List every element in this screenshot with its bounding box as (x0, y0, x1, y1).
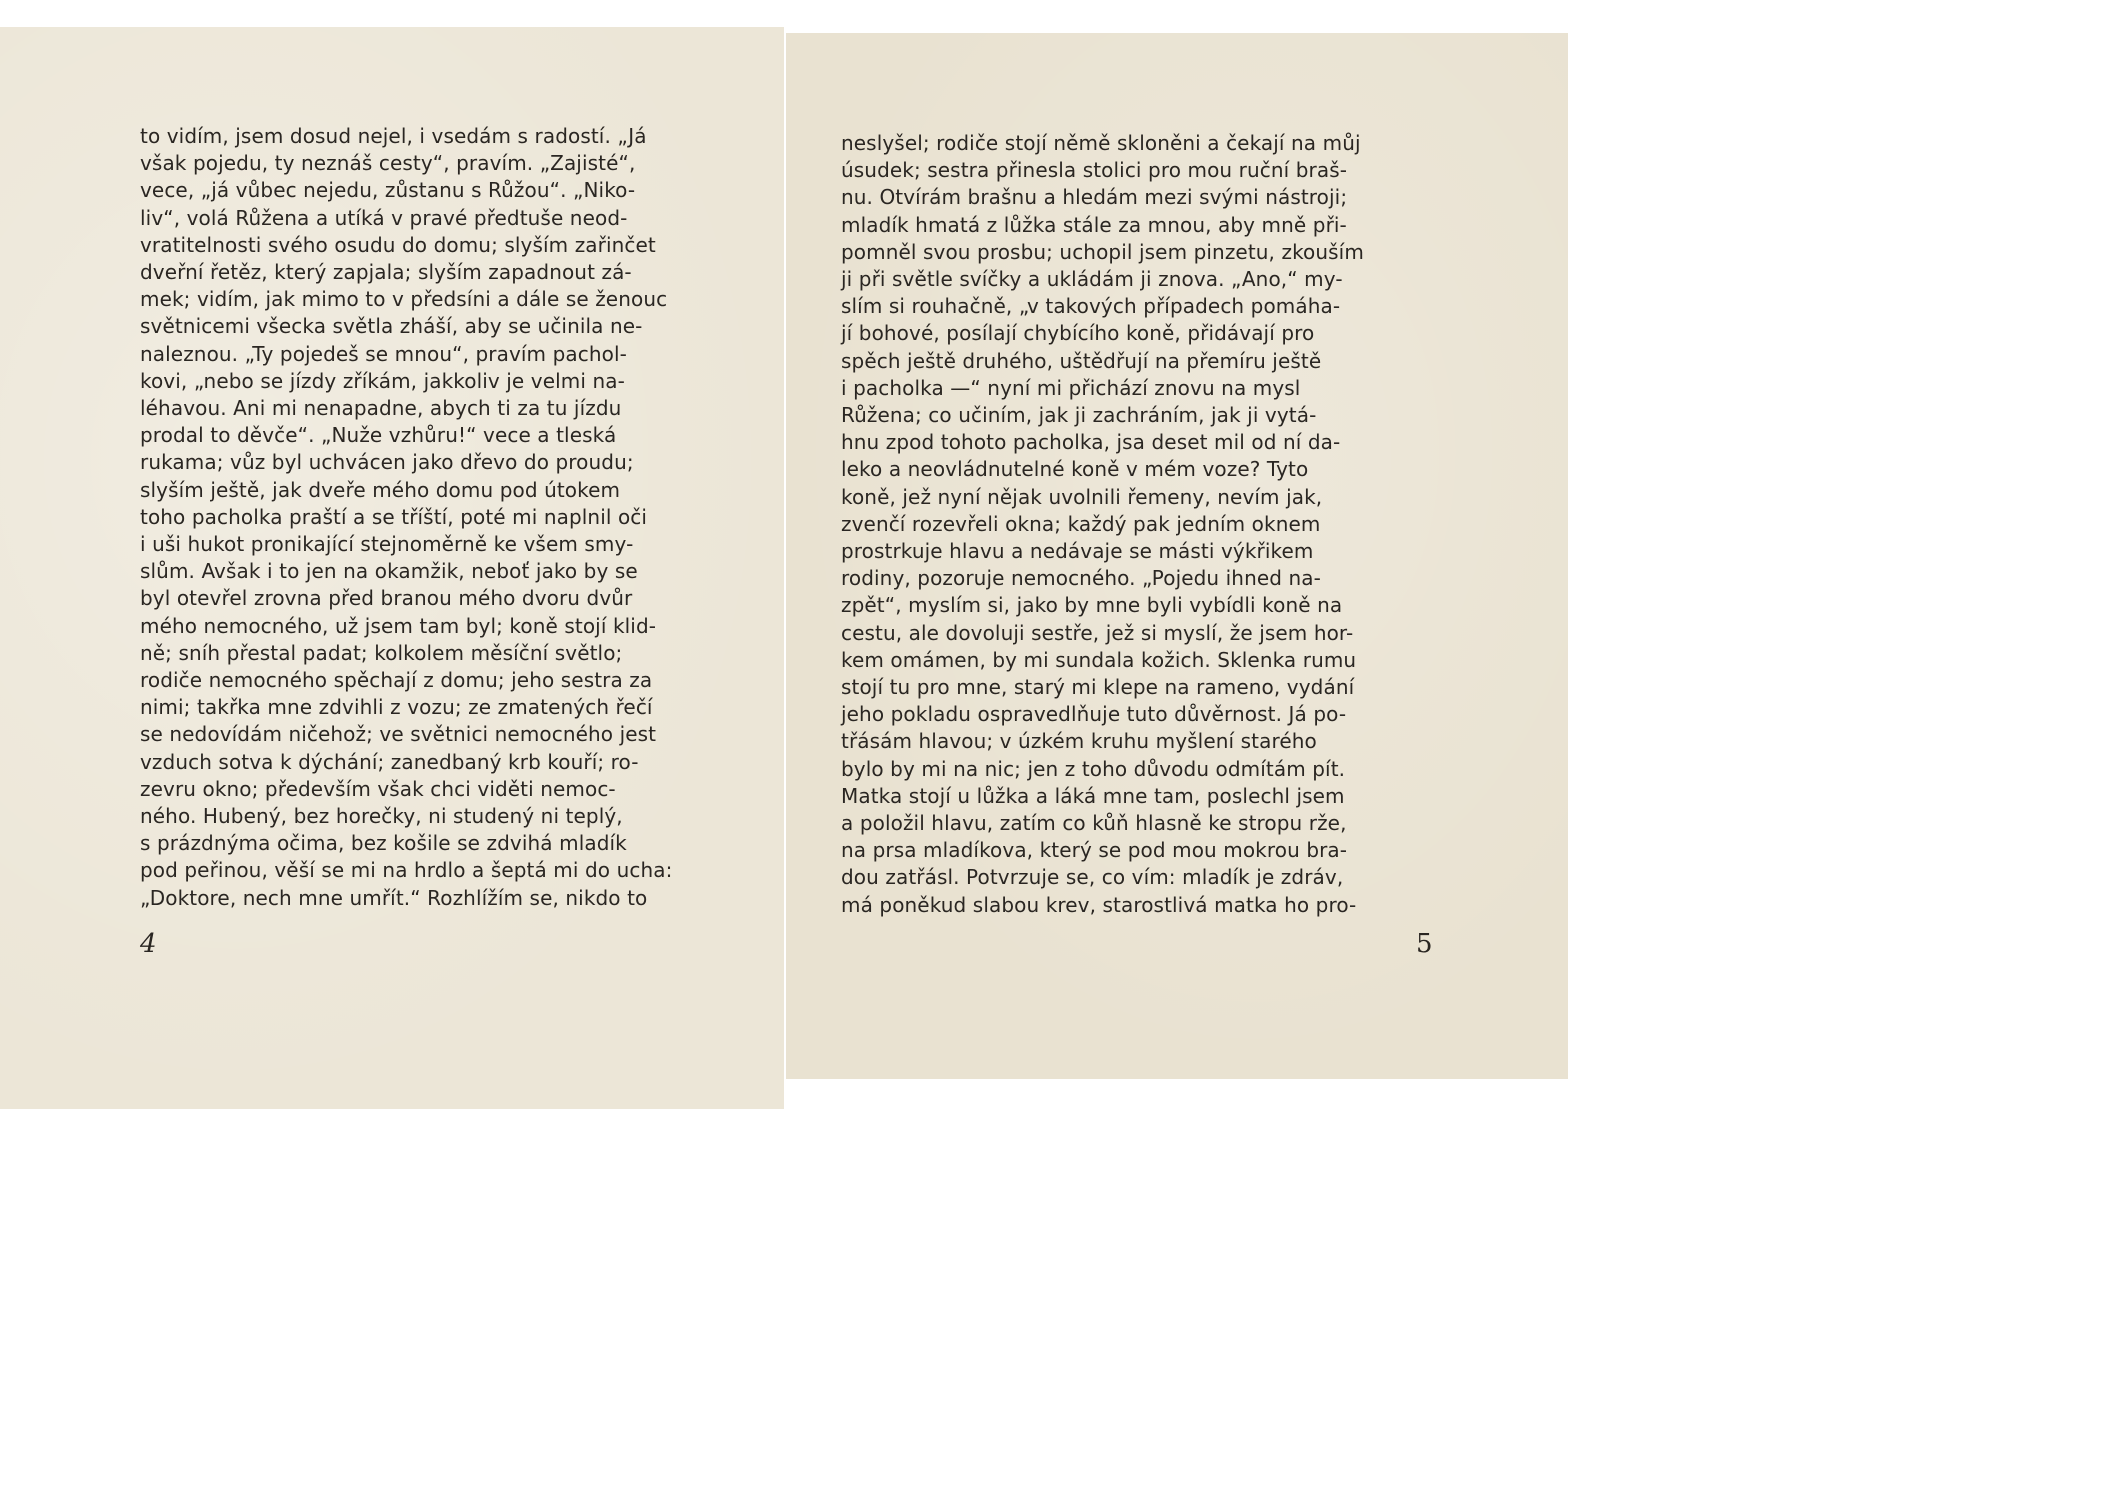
text-line: slyším ještě, jak dveře mého domu pod útokem (140, 477, 621, 502)
text-line: s prázdnýma očima, bez košile se zdvihá mladík (140, 831, 627, 856)
text-line: slím si rouhačně, „v takových případech pomáha- (841, 294, 1341, 319)
text-line: a položil hlavu, zatím co kůň hlasně ke stropu rže, (841, 811, 1347, 836)
text-line: zevru okno; především však chci viděti nemoc- (140, 776, 616, 801)
text-line: i pacholka —“ nyní mi přichází znovu na mysl (841, 375, 1301, 400)
text-line: prodal to děvče“. „Nuže vzhůru!“ vece a tleská (140, 423, 617, 448)
text-line: kovi, „nebo se jízdy zříkám, jakkoliv je velmi na- (140, 368, 625, 393)
page-number: 5 (1416, 929, 1433, 959)
text-line: Růžena; co učiním, jak ji zachráním, jak ji vytá- (841, 403, 1317, 428)
text-line: zpět“, myslím si, jako by mne byli vybídli koně na (841, 593, 1343, 618)
text-line: nimi; takřka mne zdvihli z vozu; ze zmatených řečí (140, 695, 653, 720)
text-line: třásám hlavou; v úzkém kruhu myšlení starého (841, 729, 1317, 754)
text-line: byl otevřel zrovna před branou mého dvoru dvůr (140, 586, 633, 611)
text-line: vece, „já vůbec nejedu, zůstanu s Růžou“. „Niko- (140, 178, 636, 203)
text-line: to vidím, jsem dosud nejel, i vsedám s radostí. „Já (140, 124, 647, 148)
text-line: vratitelnosti svého osudu do domu; slyším zařinčet (140, 232, 656, 257)
text-line: neslyšel; rodiče stojí němě skloněni a čekají na můj (841, 131, 1361, 155)
text-line: leko a neovládnutelné koně v mém voze? Tyto (841, 457, 1309, 482)
text-line: cestu, ale dovoluji sestře, jež si myslí, že jsem hor- (841, 620, 1354, 645)
text-line: se nedovídám ničehož; ve světnici nemocného jest (140, 722, 657, 747)
text-line: však pojedu, ty neznáš cesty“, pravím. „Zajisté“, (140, 151, 636, 176)
text-line: rodiče nemocného spěchají z domu; jeho sestra za (140, 668, 653, 693)
right-page (786, 33, 1568, 1079)
text-line: na prsa mladíkova, který se pod mou mokrou bra- (841, 838, 1348, 863)
text-line: ji při světle svíčky a ukládám ji znova. „Ano,“ my- (841, 267, 1343, 292)
text-line: stojí tu pro mne, starý mi klepe na rameno, vydání (841, 675, 1355, 700)
text-line: světnicemi všecka světla zháší, aby se učinila ne- (140, 314, 643, 339)
page-number: 4 (140, 929, 157, 959)
text-line: nu. Otvírám brašnu a hledám mezi svými nástroji; (841, 185, 1348, 210)
text-line: Matka stojí u lůžka a láká mne tam, poslechl jsem (841, 783, 1345, 808)
text-line: léhavou. Ani mi nenapadne, abych ti za tu jízdu (140, 396, 622, 421)
text-line: spěch ještě druhého, uštědřují na přemíru ještě (841, 348, 1322, 373)
text-line: dou zatřásl. Potvrzuje se, co vím: mladík je zdráv, (841, 865, 1344, 890)
text-line: bylo by mi na nic; jen z toho důvodu odmítám pít. (841, 756, 1346, 781)
text-line: mého nemocného, už jsem tam byl; koně stojí klid- (140, 613, 657, 638)
text-line: slům. Avšak i to jen na okamžik, neboť jako by se (140, 559, 638, 584)
text-line: dveřní řetěz, který zapjala; slyším zapadnout zá- (140, 260, 632, 285)
text-line: toho pacholka praští a se tříští, poté mi naplnil oči (140, 504, 648, 529)
text-line: rodiny, pozoruje nemocného. „Pojedu ihned na- (841, 566, 1321, 591)
text-line: hnu zpod tohoto pacholka, jsa deset mil od ní da- (841, 430, 1341, 455)
text-line: jeho pokladu ospravedlňuje tuto důvěrnost. Já po- (841, 702, 1347, 727)
text-line: pomněl svou prosbu; uchopil jsem pinzetu, zkouším (841, 239, 1364, 264)
text-line: vzduch sotva k dýchání; zanedbaný krb kouří; ro- (140, 749, 639, 774)
text-line: úsudek; sestra přinesla stolici pro mou ruční braš- (841, 158, 1348, 183)
text-line: rukama; vůz byl uchvácen jako dřevo do proudu; (140, 450, 634, 475)
left-page (0, 27, 784, 1109)
text-line: má poněkud slabou krev, starostlivá matka ho pro- (841, 892, 1357, 917)
text-line: ně; sníh přestal padat; kolkolem měsíční světlo; (140, 640, 623, 665)
text-line: naleznou. „Ty pojedeš se mnou“, pravím pachol- (140, 341, 627, 366)
text-line: kem omámen, by mi sundala kožich. Sklenka rumu (841, 647, 1357, 672)
text-line: prostrkuje hlavu a nedávaje se másti výkřikem (841, 539, 1314, 564)
text-line: mladík hmatá z lůžka stále za mnou, aby mně při- (841, 212, 1347, 237)
text-line: mek; vidím, jak mimo to v předsíni a dále se ženouc (140, 287, 668, 312)
text-line: liv“, volá Růžena a utíká v pravé předtuše neod- (140, 205, 628, 230)
text-line: i uši hukot pronikající stejnoměrně ke všem smy- (140, 532, 634, 557)
text-line: jí bohové, posílají chybícího koně, přidávají pro (841, 321, 1315, 346)
text-line: ného. Hubený, bez horečky, ni studený ni teplý, (140, 804, 623, 829)
text-line: pod peřinou, věší se mi na hrdlo a šeptá mi do ucha: (140, 858, 673, 883)
text-line: koně, jež nyní nějak uvolnili řemeny, nevím jak, (841, 484, 1323, 509)
text-line: zvenčí rozevřeli okna; každý pak jedním oknem (841, 511, 1321, 536)
text-line: „Doktore, nech mne umřít.“ Rozhlížím se, nikdo to (140, 885, 648, 910)
left-page-text (140, 123, 740, 912)
right-page-text (841, 130, 1441, 919)
